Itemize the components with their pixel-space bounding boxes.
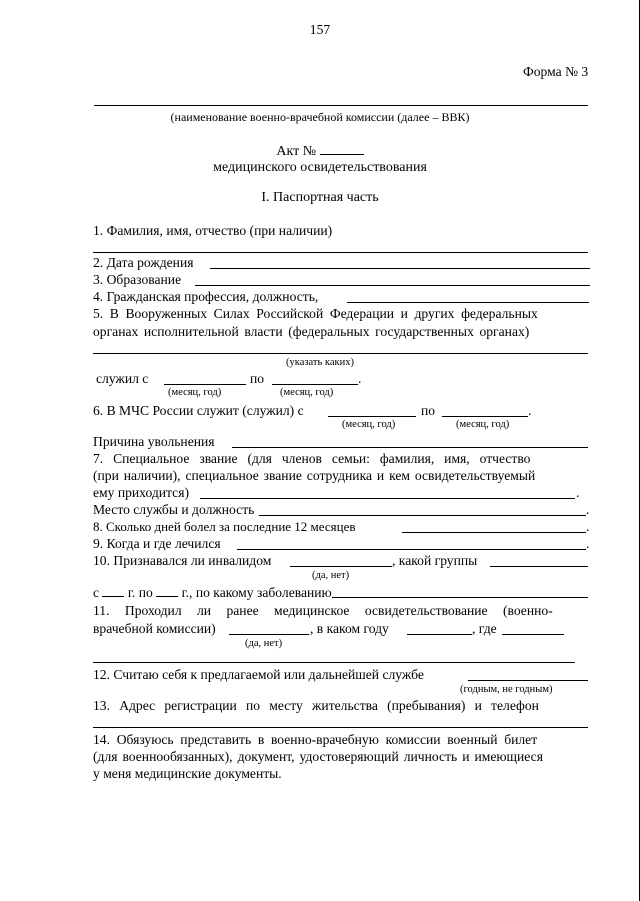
item-7-text-2: (при наличии), специальное звание сотрудника и кем освидетельствуемый xyxy=(93,468,536,483)
item-11-extra-field[interactable] xyxy=(93,662,575,663)
item-1-field[interactable] xyxy=(93,252,588,253)
item-14-text-3: у меня медицинские документы. xyxy=(93,766,282,781)
specify-caption: (указать каких) xyxy=(286,357,354,368)
item-14-text-2: (для военнообязанных), документ, удостоверяющий личность и имеющиеся xyxy=(93,749,543,764)
item-11-caption: (да, нет) xyxy=(245,638,283,649)
item-7-text-3: ему приходится) xyxy=(93,485,189,500)
item-8-field[interactable] xyxy=(402,532,586,533)
item-13-text-1: 13. Адрес регистрации по месту жительства (пребывания) и телефон xyxy=(93,698,539,713)
item-14-line-2 xyxy=(93,749,590,764)
item-7-field[interactable] xyxy=(200,498,575,499)
item-11-field[interactable] xyxy=(229,634,309,635)
where-field[interactable] xyxy=(502,634,564,635)
where-label: , где xyxy=(472,621,497,636)
item-10-label: 10. Признавался ли инвалидом xyxy=(93,553,272,568)
item-8-label: 8. Сколько дней болел за последние 12 месяцев xyxy=(93,519,356,534)
item-10-from-year-field[interactable] xyxy=(102,584,124,597)
item-6-from-field[interactable] xyxy=(328,416,416,417)
vvk-caption: (наименование военно-врачебной комиссии (далее – ВВК) xyxy=(170,110,470,124)
act-number-blank[interactable] xyxy=(320,142,364,155)
form-page: 157 Форма № 3 (наименование военно-врачебной комиссии (далее – ВВК) Акт № медицинского освидетельствования I. Паспортная часть 1. Фамилия, имя, отчество (при наличии) 2. Дата рождения 3. Образование 4. Гражданская профессия, должность, 5. В Вооруженных Силах Российской Федерации и других федеральных органах исполнительной власти (федеральных государственных органах) (указать каких) служил с по . (месяц, год) (месяц, год) 6. В МЧС России служит (служил) с по . (месяц, год) (месяц, год) Причина увольнения 7. Специальное звание (для членов семьи: фамилия, имя, отчество (при наличии), специальное звание сотрудника и кем освидетельствуемый ему приходится) . Место службы и должность . 8. Сколько дней болел за последние 12 месяцев . 9. Когда и где лечился . 10. Признавался ли инвалидом , какой группы (да, нет) с г. по г., по какому заболеванию 11. Проходил ли ранее медицинское освидетельствование (военно- врачебной комиссии) , в каком году , где (да, нет) 12. Считаю себя к предлагаемой или дальнейшей службе (годным, не годным) 13. Адрес регистрации по месту жительства (пребывания) и телефон 14. Обязуюсь представить в военно-врачебную комиссии военный билет (для военнообязанных), документ, удостоверяющий личность и имеющиеся у меня медицинские документы. xyxy=(0,0,640,901)
item-13-field[interactable] xyxy=(93,727,588,728)
section-title: I. Паспортная часть xyxy=(261,190,379,205)
place-of-service-label: Место службы и должность xyxy=(93,502,255,517)
item-6-to-label: по xyxy=(421,403,436,418)
item-11-line-1 xyxy=(93,603,590,618)
item-14-line-1 xyxy=(93,732,590,747)
item-10-line2 xyxy=(93,584,332,600)
item-9-label: 9. Когда и где лечился xyxy=(93,536,221,551)
vvk-name-line[interactable] xyxy=(94,105,588,106)
item-5-agency-field[interactable] xyxy=(93,353,588,354)
item-10-field[interactable] xyxy=(290,566,392,567)
in-which-year-label: , в каком году xyxy=(310,621,389,636)
served-from-caption: (месяц, год) xyxy=(168,387,222,398)
act-title: Акт № xyxy=(276,144,317,159)
item-11-text-2: врачебной комиссии) xyxy=(93,621,216,636)
item-5-line-2 xyxy=(93,324,590,339)
item-5-line-1 xyxy=(93,306,590,321)
item-5-text-2: органах исполнительной власти (федеральных государственных органах) xyxy=(93,324,530,339)
served-to-caption: (месяц, год) xyxy=(280,387,334,398)
dismissal-field[interactable] xyxy=(232,447,588,448)
act-title-row xyxy=(0,142,640,159)
item-10-to-year-field[interactable] xyxy=(156,584,178,597)
item-10-caption: (да, нет) xyxy=(312,570,350,581)
item-6-to-caption: (месяц, год) xyxy=(456,419,510,430)
item-2-field[interactable] xyxy=(210,268,590,269)
item-14-text-1: 14. Обязуюсь представить в военно-врачебную комиссии военный билет xyxy=(93,732,538,747)
place-of-service-field[interactable] xyxy=(259,515,586,516)
served-to-label: по xyxy=(250,371,265,386)
in-which-year-field[interactable] xyxy=(407,634,472,635)
served-to-field[interactable] xyxy=(272,384,358,385)
item-7-line-1 xyxy=(93,451,590,466)
item-6-from-caption: (месяц, год) xyxy=(342,419,396,430)
item-4-label: 4. Гражданская профессия, должность, xyxy=(93,289,319,304)
item-13-line-1 xyxy=(93,698,590,713)
item-12-label: 12. Считаю себя к предлагаемой или дальнейшей службе xyxy=(93,667,424,682)
item-10-c-label: с xyxy=(93,585,100,600)
which-group-label: , какой группы xyxy=(392,553,478,568)
dismissal-label: Причина увольнения xyxy=(93,434,215,449)
item-10-g-label: г. по xyxy=(127,585,153,600)
item-5-text-1: 5. В Вооруженных Силах Российской Федерации и других федеральных xyxy=(93,306,538,321)
item-6-to-field[interactable] xyxy=(442,416,528,417)
act-subtitle: медицинского освидетельствования xyxy=(213,160,427,175)
item-4-field[interactable] xyxy=(347,302,589,303)
item-3-label: 3. Образование xyxy=(93,272,182,287)
item-7-text-1: 7. Специальное звание (для членов семьи: фамилия, имя, отчество xyxy=(93,451,531,466)
served-from-field[interactable] xyxy=(164,384,246,385)
item-7-line-2 xyxy=(93,468,590,483)
item-10-disease-field[interactable] xyxy=(332,597,588,598)
which-group-field[interactable] xyxy=(490,566,588,567)
item-3-field[interactable] xyxy=(195,285,590,286)
item-1-label: 1. Фамилия, имя, отчество (при наличии) xyxy=(93,223,333,238)
page-number: 157 xyxy=(309,22,331,37)
form-label: Форма № 3 xyxy=(523,64,589,79)
item-2-label: 2. Дата рождения xyxy=(93,255,194,270)
item-6-label: 6. В МЧС России служит (служил) с xyxy=(93,403,304,418)
item-9-field[interactable] xyxy=(237,549,586,550)
fit-caption: (годным, не годным) xyxy=(460,684,553,695)
item-10-rest-label: г., по какому заболеванию xyxy=(181,585,332,600)
item-12-field[interactable] xyxy=(468,680,588,681)
item-11-text-1: 11. Проходил ли ранее медицинское освидетельствование (военно- xyxy=(93,603,553,618)
served-from-label: служил с xyxy=(96,371,149,386)
